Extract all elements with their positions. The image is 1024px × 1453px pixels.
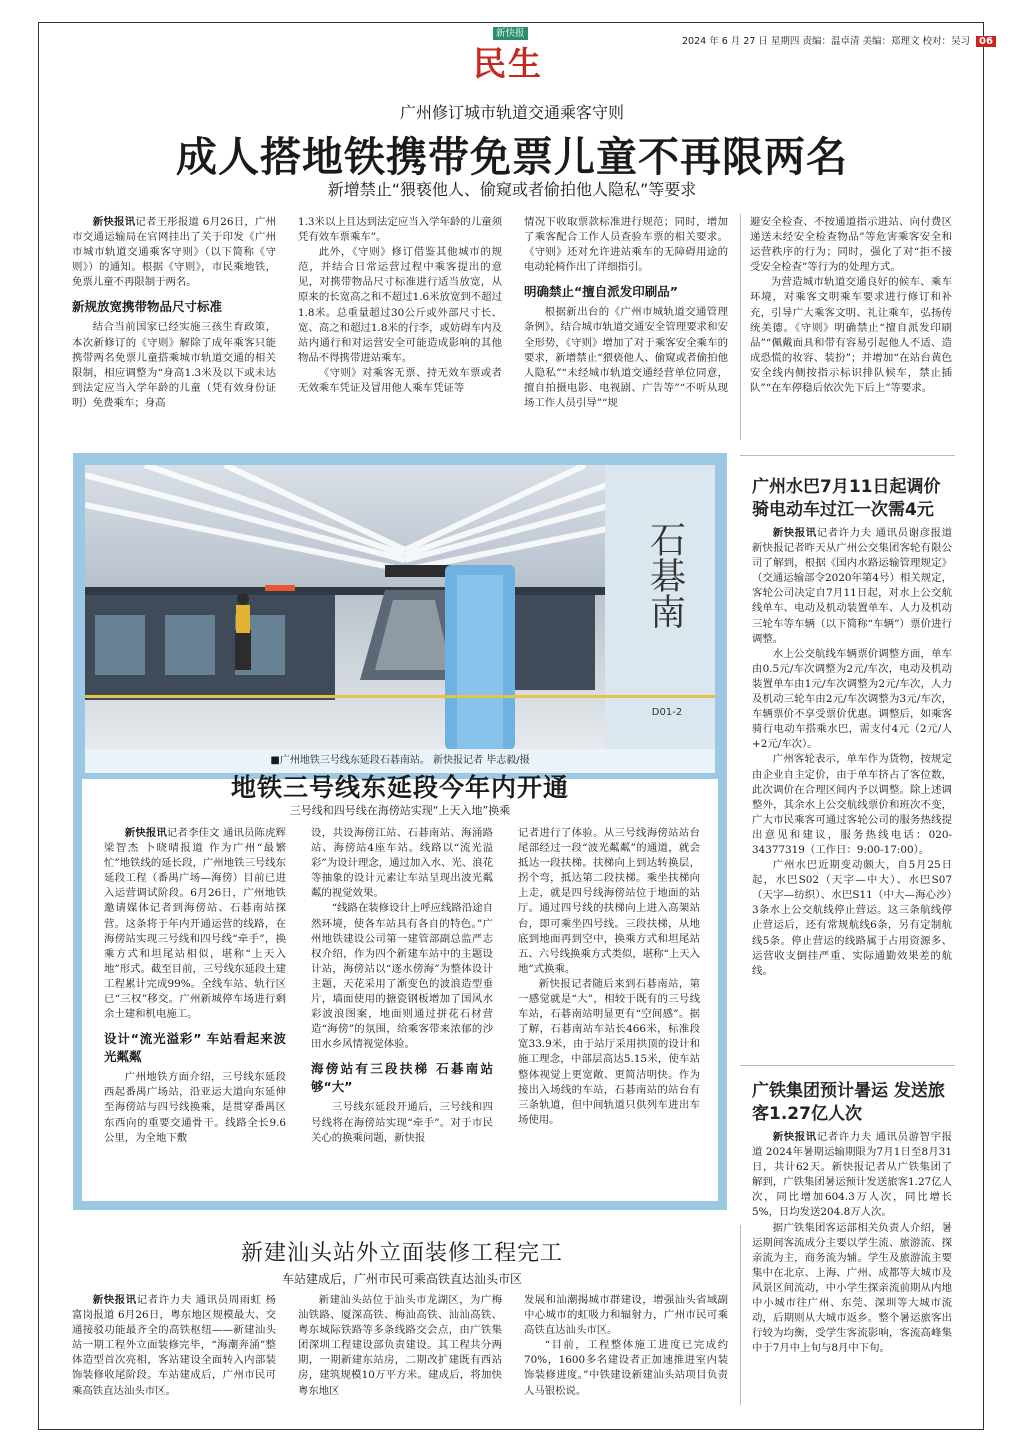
byline: 新快报讯 <box>772 1131 817 1143</box>
lead-paragraph: 情况下收取票款标准进行规范；同时，增加了乘客配合工作人员查验车票的相关要求。《守则》还对允许进站乘车的无障碍用途的电动轮椅作出了详细指引。 <box>524 216 728 274</box>
metro-column-2 <box>311 826 493 1146</box>
metro-station-photo <box>85 465 715 749</box>
photo-caption: ■广州地铁三号线东延段石碁南站。 新快报记者 毕志毅/摄 <box>85 749 715 773</box>
lead-paragraph: 结合当前国家已经实施三孩生育政策，本次新修订的《守则》解除了成年乘客只能携带两名免票儿童搭乘城市轨道交通的相关限制，相应调整为“身高1.3米及以下或未达到法定应当入学年龄的儿童（凭有效身份证明）免费乘车；身高 <box>72 321 276 409</box>
metro-paragraph: “线路在装修设计上呼应线路沿途自然环境，使各车站具有各自的特色。”广州地铁建设公司第一建管部副总监严志权介绍，作为四个新建车站中的主题设计站，海傍站以“逐水傍海”为整体设计主题，天花采用了渐变色的波浪造型垂片，墙面使用的搪瓷钢板增加了国风水彩波浪图案，地面则通过拼花石材营造“海傍”的氛围，给乘客带来浓郁的沙田水乡风情视觉体验。 <box>311 902 493 1051</box>
lead-paragraph: 避安全检查、不按通道指示进站、向付费区递送未经安全检查物品”等危害乘客安全和运营秩序的行为；同时，强化了对“拒不接受安全检查”等行为的处理方式。 <box>750 216 952 274</box>
metro-column-1 <box>104 826 286 1146</box>
metro-deck: 三号线和四号线在海傍站实现“上天入地”换乘 <box>289 804 511 817</box>
metro-paragraph: 广州地铁方面介绍，三号线东延段西起番禺广场站，沿亚运大道向东延伸至海傍站与四号线换乘，是贯穿番禺区东西向的重要交通骨干。线路全长9.6公里，为全地下敷 <box>104 1071 286 1144</box>
bus-paragraph <box>752 526 952 647</box>
shantou-column-3 <box>524 1293 728 1399</box>
shantou-column-1 <box>72 1293 276 1399</box>
lead-headline: 成人搭地铁携带免票儿童不再限两名 <box>176 133 848 181</box>
metro-paragraph: 三号线东延段开通后，三号线和四号线将在海傍站实现“牵手”。对于市民关心的换乘问题，新快报 <box>311 1101 493 1144</box>
station-illustration <box>85 465 715 749</box>
lead-paragraph: 1.3米以上且达到法定应当入学年龄的儿童须凭有效车票乘车”。 <box>298 216 502 244</box>
section-title: 民生 <box>473 44 543 83</box>
shantou-paragraph: 发展和汕潮揭城市群建设，增强汕头省域副中心城市的虹吸力和辐射力，广州市民可乘高铁直达汕头市区。 <box>524 1294 728 1337</box>
lead-subhead-1: 新规放宽携带物品尺寸标准 <box>72 299 223 315</box>
metro-headline: 地铁三号线东延段今年内开通 <box>230 773 569 802</box>
rail-headline: 广铁集团预计暑运 发送旅客1.27亿人次 <box>752 1081 945 1124</box>
lead-paragraph: 根据新出台的《广州市城轨道交通管理条例》，结合城市轨道交通安全管理要求和安全形势，《守则》增加了对于乘客安全乘车的要求，新增禁止“猥亵他人、偷窥或者偷拍他人隐私”“未经城市轨道交通经营单位同意，擅自拍摄电影、电视剧、广告等”“不听从现场工作人员引导”“规 <box>524 306 728 409</box>
metro-paragraph: 记者进行了体验。从三号线海傍站站台尾部经过一段“波光粼粼”的通道，就会抵达一段扶梯。扶梯向上到达转换层，拐个弯，抵达第二段扶梯。乘坐扶梯向上走，就是四号线海傍站位于地面的站厅。通过四号线的扶梯向上进入高架站台，即可乘坐四号线。三段扶梯，从地底到地面再到空中，换乘方式和坦尾站五、六号线换乘方式类似，堪称“上天入地”式换乘。 <box>518 827 700 975</box>
column-rule <box>740 1225 741 1405</box>
shantou-column-2 <box>298 1293 502 1399</box>
shantou-paragraph <box>72 1293 276 1399</box>
byline: 新快报讯 <box>772 527 817 539</box>
bus-story-body <box>752 526 952 979</box>
metro-column-3 <box>518 826 700 1128</box>
metro-subhead-2: 海傍站有三段扶梯 石碁南站够“大” <box>311 1061 493 1095</box>
byline: 新快报讯 <box>92 216 136 228</box>
lead-column-1 <box>72 215 276 411</box>
metro-paragraph: 新快报记者随后来到石碁南站，第一感觉就是“大”，相较于既有的三号线车站，石碁南站明显更有“空间感”。据了解，石碁南站车站长466米，标准段宽33.9米，由于站厅采用拱顶的设计和施工理念，中部层高达5.15米，使车站整体视觉上更宽敞、更简洁明快。作为接出入场线的车站，石碁南站的站台有三条轨道，但中间轨道只供列车进出车场使用。 <box>518 977 700 1126</box>
metro-paragraph: 设，共设海傍江站、石碁南站、海涌路站、海傍站4座车站。线路以“流光溢彩”为设计理念，通过加入水、光、浪花等抽象的设计元素让车站呈现出波光粼粼的视觉效果。 <box>311 827 493 900</box>
paragraph-text: 记者许力夫 通讯员游智宇报道 2024年暑期运输期限为7月1日至8月31日，共计62天。新快报记者从广铁集团了解到，广铁集团暑运预计发送旅客1.27亿人次，同比增加604.3万人次，同比增长5%，日均发送204.8万人次。 <box>752 1131 953 1219</box>
shantou-deck: 车站建成后，广州市民可乘高铁直达汕头市区 <box>281 1272 522 1286</box>
paragraph-text: 记者李佳文 通讯员陈虎辉 梁智杰 卜晓晴报道 作为广州“最繁忙”地铁线的延长段，广州地铁三号线东延段工程（番禺广场—海傍）目前已进入运营调试阶段。6月26日，广州地铁邀请媒体记者到海傍站、石碁南站探营。这条将于年内开通运营的线路，在海傍站实现三号线和四号线“牵手”，换乘方式和坦尾站相似，堪称“上天入地”形式。截至目前，三号线东延段土建工程累计完成99%。全线车站、轨行区已“三权”移交。广州新城停车场进行剩余土建和机电施工。 <box>104 827 286 1021</box>
metro-paragraph <box>104 826 286 1022</box>
divider-line <box>740 455 955 456</box>
paragraph-text: 记者许力夫 通讯员谢彦报道 新快报记者昨天从广州公交集团客轮有限公司了解到，根据《国内水路运输管理规定》（交通运输部令2020年第4号）相关规定，客轮公司决定自7月11日起，对水上公交航线单车、电动及机动装置单车、人力及机动三轮车等车辆（以下简称“车辆”）票价进行调整。 <box>752 527 953 645</box>
column-rule <box>740 214 741 440</box>
rail-paragraph <box>752 1130 952 1221</box>
lead-column-2 <box>298 215 502 396</box>
lead-paragraph <box>72 215 276 290</box>
lead-kicker: 广州修订城市轨道交通乘客守则 <box>399 103 624 122</box>
divider-line <box>740 1065 955 1066</box>
rail-paragraph: 据广铁集团客运部相关负责人介绍，暑运期间客流成分主要以学生流、旅游流、探亲流为主，商务流为辅。学生及旅游流主要集中在北京、上海、广州、成都等大城市及风景区间流动，中小学生探亲流前期从内地中小城市往广州、东莞、深圳等大城市流动，后期则从大城市返乡。整个暑运旅客出行较为均衡，受学生客流影响，客流高峰集中于7月中上旬与8月中下旬。 <box>752 1221 952 1355</box>
lead-deck: 新增禁止“猥亵他人、偷窥或者偷拍他人隐私”等要求 <box>327 180 697 199</box>
lead-paragraph: 为营造城市轨道交通良好的候车、乘车环境，对乘客文明乘车要求进行修订和补充，引导广大乘客文明、礼让乘车，弘扬传统美德。《守则》明确禁止“擅自派发印刷品”“佩戴面具和带有容易引起他人不适、造成恐慌的妆容、装扮”；并增加“在站台黄色安全线内侧按指示标识排队候车，禁止插队”“在车停稳后依次先下后上”等要求。 <box>750 276 952 395</box>
lead-column-3 <box>524 215 728 411</box>
byline: 新快报讯 <box>124 827 167 839</box>
page-meta <box>682 33 996 47</box>
platform-code-text: D01-2 <box>651 707 683 718</box>
shantou-headline: 新建汕头站外立面装修工程完工 <box>240 1241 563 1266</box>
paragraph-text: 记者许力夫 通讯员周雨虹 杨富岗报道 6月26日，粤东地区规模最大、交通接驳功能最齐全的高铁枢纽——新建汕头站一期工程外立面装修完毕，“海潮奔涌”整体造型首次亮相，客站建设全面转入内部装饰装修收尾阶段。车站建成后，广州市民可乘高铁直达汕头市区。 <box>72 1294 276 1397</box>
shantou-paragraph: “目前，工程整体施工进度已完成约70%，1600多名建设者正加速推进室内装饰装修进度。”中铁建设新建汕头站项目负责人马银松说。 <box>524 1339 728 1397</box>
rail-story-body <box>752 1130 952 1356</box>
page-number: 06 <box>976 36 996 47</box>
issue-date: 2024 年 6 月 27 日 星期四 <box>682 36 800 47</box>
station-sign-text: 石碁南 <box>644 521 686 629</box>
bus-headline: 广州水巴7月11日起调价 骑电动车过江一次需4元 <box>752 477 941 520</box>
lead-paragraph: 此外，《守则》修订借鉴其他城市的规范，并结合日常运营过程中乘客提出的意见，对携带物品尺寸标准进行适当放宽，从原来的长宽高之和不超过1.6米放宽到不超过1.8米。总重量超过30公斤或外部尺寸长、宽、高之和超过1.8米的行李，或妨碍车内及站内通行和对运营安全可能造成影响的其他物品不得携带进站乘车。 <box>298 246 502 364</box>
paragraph-text: 记者王彤报道 6月26日，广州市交通运输局在官网挂出了关于印发《广州市城市轨道交通乘客守则》（以下简称《守则》）的通知。根据《守则》，市民乘地铁，免票儿童不再限制于两名。 <box>72 216 277 289</box>
metro-subhead-1: 设计“流光溢彩” 车站看起来波光粼粼 <box>104 1031 286 1065</box>
lead-subhead-2: 明确禁止“擅自派发印刷品” <box>524 284 678 300</box>
lead-column-4 <box>750 215 952 396</box>
shantou-paragraph: 新建汕头站位于汕头市龙湖区，为广梅汕铁路、厦深高铁、梅汕高铁、汕汕高铁、粤东城际铁路等多条线路交会点，由广铁集团深圳工程建设部负责建设。其工程共分两期，一期新建东站房，二期改扩建既有西站房，建筑规模10万平方米。建成后，将加快粤东地区 <box>298 1294 502 1397</box>
editor-credits: 责编：温卓清 美编：郑理文 校对：吴习 <box>802 36 971 47</box>
section-tag-text: 新快报 <box>493 27 528 40</box>
bus-paragraph: 广州水巴近期变动颇大，自5月25日起，水巴S02（天字—中大）、水巴S07（天字—纺织）、水巴S11（中大—海心沙）3条水上公交航线停止营运。这三条航线停止营运后，还有常规航线6条，另有定制航线5条。停止营运的线路属于占用资源多、运营收支倒挂严重、实际通勤效果差的航线。 <box>752 859 952 977</box>
bus-paragraph: 广州客轮表示，单车作为货物，按规定由企业自主定价，由于单车挤占了客位数，此次调价在合理区间内予以调整。除上述调整外，其余水上公交航线票价和班次不变，广大市民乘客可通过客轮公司的服务热线提出意见和建议，服务热线电话：020-34377319（工作日：9:00-17:00）。 <box>752 753 952 856</box>
bus-paragraph: 水上公交航线车辆票价调整方面，单车由0.5元/车次调整为2元/车次，电动及机动装置单车由1元/车次调整为2元/车次，人力及机动三轮车由2元/车次调整为3元/车次，车辆票价不享受票价优惠。调整后，如乘客骑行电动车搭乘水巴，需支付4元（2元/人+2元/车次）。 <box>752 647 952 751</box>
byline: 新快报讯 <box>92 1294 137 1306</box>
lead-paragraph: 《守则》对乘客无票、持无效车票或者无效乘车凭证及冒用他人乘车凭证等 <box>298 366 502 395</box>
